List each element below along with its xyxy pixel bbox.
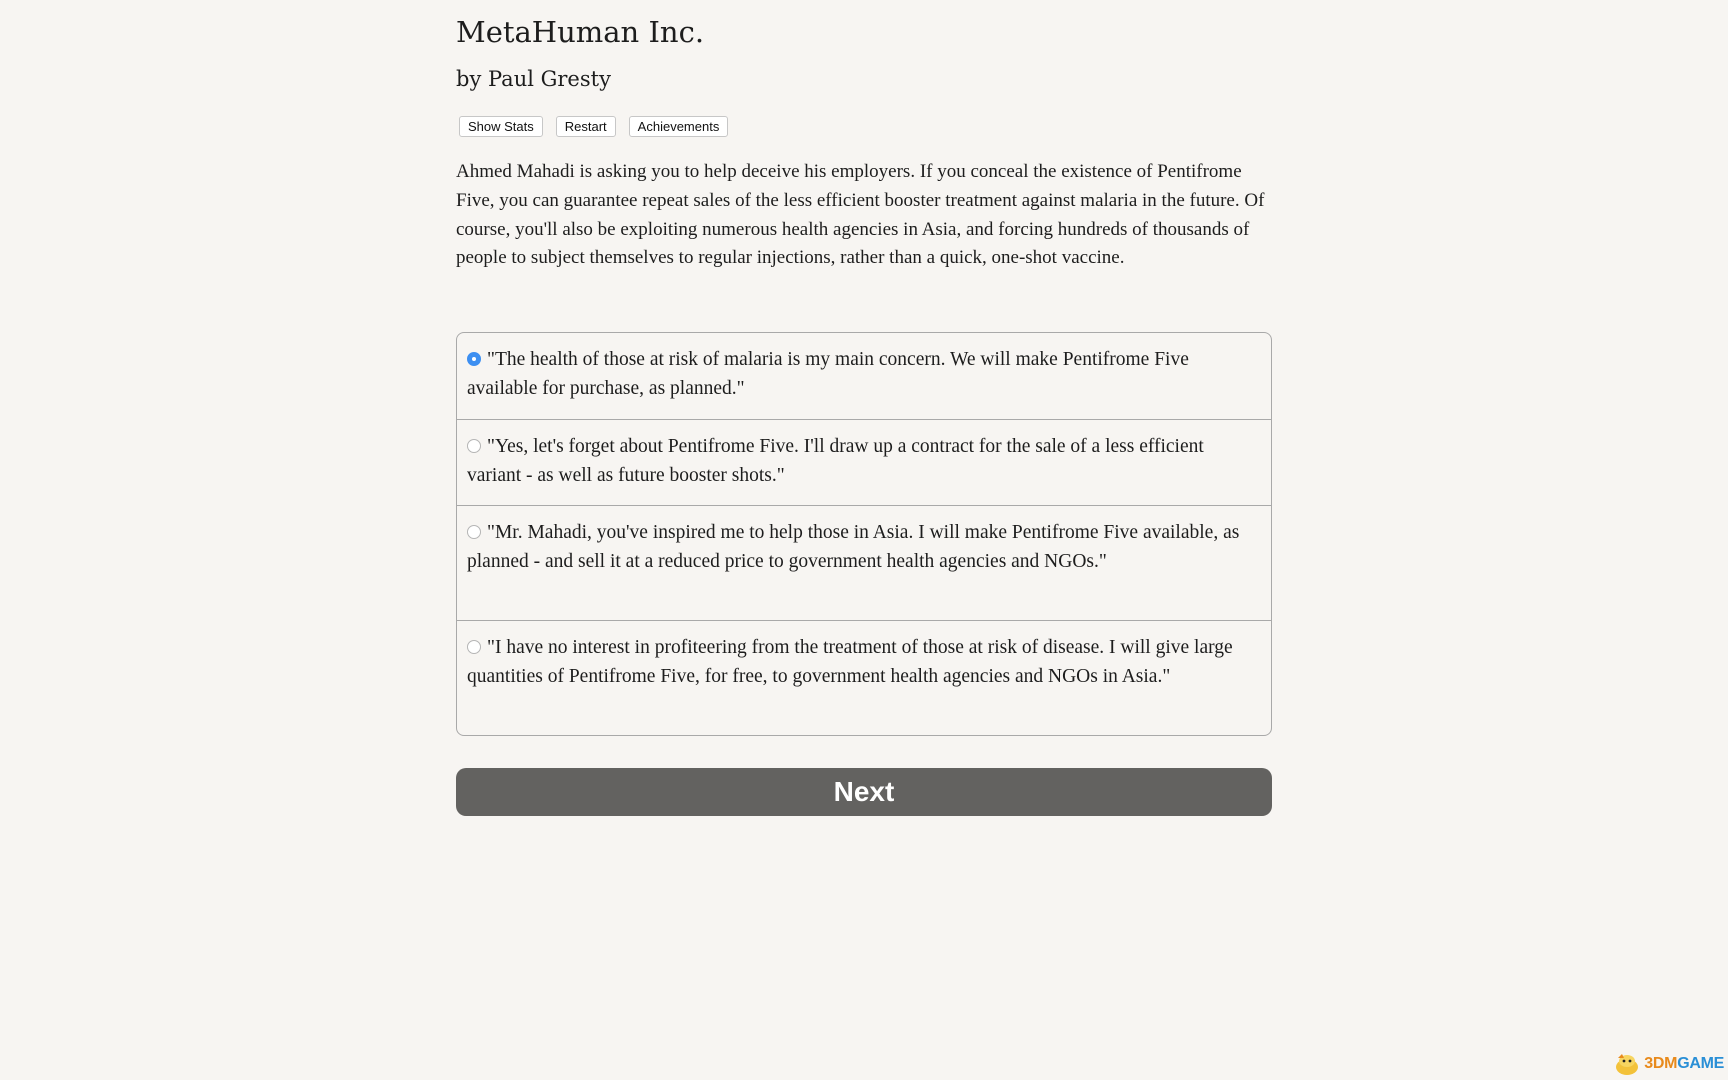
radio-button-selected[interactable] [467, 352, 481, 366]
game-author: by Paul Gresty [456, 67, 611, 91]
radio-button[interactable] [467, 525, 481, 539]
choice-option-3[interactable] [457, 505, 1271, 620]
watermark-brand: 3DMGAME [1644, 1055, 1724, 1072]
radio-button[interactable] [467, 640, 481, 654]
narrative-text: Ahmed Mahadi is asking you to help deceive his employers. If you conceal the existence of Pentifrome Five, you can guarantee repeat sales of the less efficient booster treatment against malaria in the future. Of course, you'll also be exploiting numerous health agencies in Asia, and forcing hundreds of thousands of people to subject themselves to regular injections, rather than a quick, one-shot vaccine. [456, 161, 1265, 269]
choice-text: "The health of those at risk of malaria is my main concern. We will make Pentifrome Five available for purchase, as planned." [467, 349, 1189, 399]
choice-text: "I have no interest in profiteering from the treatment of those at risk of disease. I will give large quantities of Pentifrome Five, for free, to government health agencies and NGOs in Asia." [467, 637, 1233, 687]
choice-option-2[interactable] [457, 419, 1271, 505]
show-stats-button[interactable]: Show Stats [459, 116, 543, 137]
radio-button[interactable] [467, 439, 481, 453]
toolbar [459, 116, 728, 137]
restart-button[interactable]: Restart [556, 116, 616, 137]
choice-text: "Mr. Mahadi, you've inspired me to help those in Asia. I will make Pentifrome Five available, as planned - and sell it at a reduced price to government health agencies and NGOs." [467, 522, 1240, 572]
game-title: MetaHuman Inc. [456, 15, 705, 49]
next-button[interactable]: Next [456, 768, 1272, 816]
choice-text: "Yes, let's forget about Pentifrome Five. I'll draw up a contract for the sale of a less efficient variant - as well as future booster shots." [467, 436, 1204, 486]
choice-list [456, 332, 1272, 736]
watermark [1612, 1052, 1724, 1076]
choice-option-1[interactable] [457, 333, 1271, 419]
mascot-logo-icon [1612, 1052, 1642, 1076]
achievements-button[interactable]: Achievements [629, 116, 729, 137]
choice-option-4[interactable] [457, 620, 1271, 735]
